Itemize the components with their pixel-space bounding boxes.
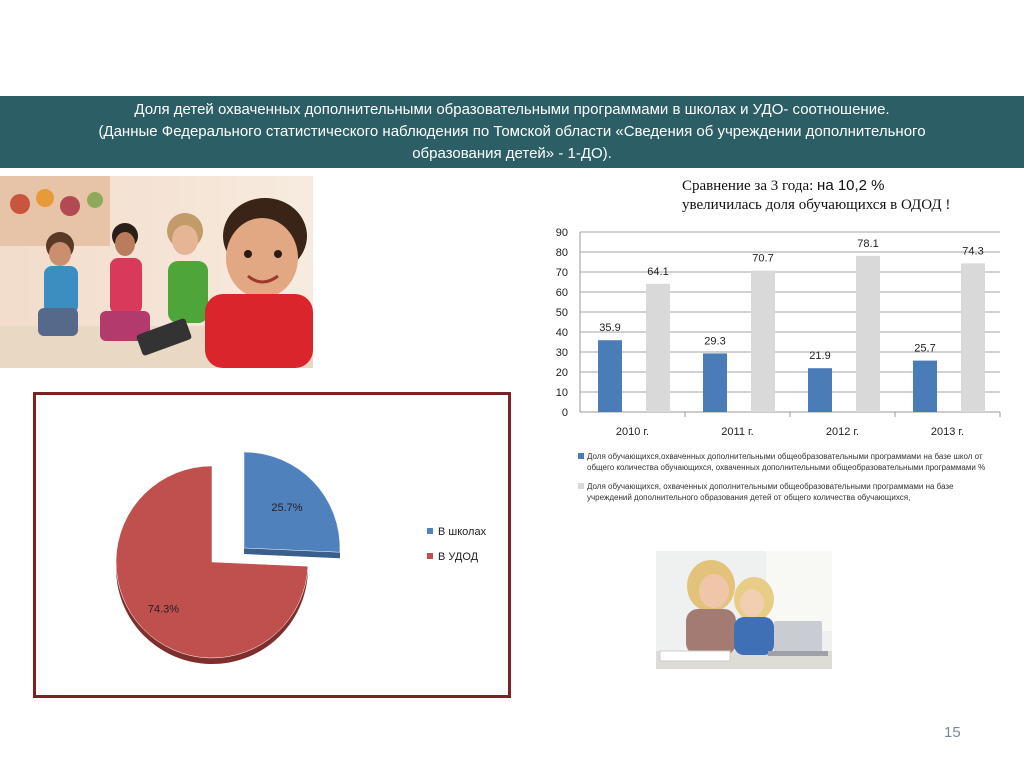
mother-daughter-laptop-photo (656, 551, 832, 669)
bar-value-label: 70.7 (752, 252, 774, 265)
y-tick-label: 10 (555, 387, 568, 399)
legend-entry-schools (578, 451, 996, 473)
pie-legend-label: В школах (438, 526, 487, 538)
bar-value-label: 25.7 (914, 342, 936, 355)
y-tick-label: 20 (555, 367, 568, 379)
bar-chart-legend (578, 451, 996, 511)
pie-legend-swatch (427, 528, 433, 534)
y-tick-label: 70 (555, 267, 568, 279)
legend-swatch-schools (578, 453, 584, 459)
slide-title (0, 96, 1024, 168)
bar-value-label: 78.1 (857, 237, 879, 250)
pie-slice-value-label: 25.7% (271, 501, 303, 514)
bar-value-label: 21.9 (809, 350, 831, 363)
slide-title-line-2: (Данные Федерального статистического наблюдения по Томской области «Сведения об учреждении дополнительного (98, 123, 926, 140)
pie-legend-swatch (427, 553, 433, 559)
slide-title-line-3: образования детей» - 1-ДО). (412, 145, 612, 162)
y-tick-label: 0 (561, 407, 568, 419)
y-tick-label: 60 (555, 287, 568, 299)
x-tick-label: 2013 г. (930, 426, 965, 438)
legend-swatch-udo (578, 483, 584, 489)
bar-chart-panel (540, 224, 1010, 444)
children-classroom-photo-art (0, 176, 313, 368)
bar (856, 256, 880, 412)
x-tick-label: 2011 г. (721, 426, 754, 438)
bar (703, 353, 727, 412)
legend-label-udo: Доля обучающихся, охваченных дополнительными общеобразовательными программами на базе учреждений дополнительного образования детей от общего количества обучающихся, (587, 482, 954, 502)
x-tick-label: 2012 г. (825, 426, 860, 438)
bar-value-label: 29.3 (704, 335, 726, 348)
y-tick-label: 80 (555, 247, 568, 259)
y-tick-label: 90 (555, 227, 568, 239)
mother-daughter-laptop-photo-art (656, 551, 832, 669)
pie-slice-value-label: 74.3% (147, 603, 180, 616)
bar (646, 284, 670, 412)
pie-legend-label: В УДОД (438, 551, 479, 563)
y-tick-label: 30 (555, 347, 568, 359)
pie-chart-panel (33, 392, 511, 698)
bar-value-label: 35.9 (599, 322, 621, 335)
y-tick-label: 40 (555, 327, 568, 339)
comparison-note-part-3: увеличилась доля обучающихся в ОДОД ! (682, 197, 951, 213)
slide-title-line-1: Доля детей охваченных дополнительными образовательными программами в школах и УДО- соотношение. (134, 101, 890, 118)
legend-entry-udo (578, 481, 996, 503)
comparison-note (682, 176, 952, 215)
legend-label-schools: Доля обучающихся,охваченных дополнительными общеобразовательными программами на базе школ от общего количества обучающихся, охваченных дополнительными общеобразовательными программами % (587, 452, 986, 472)
pie-chart (36, 395, 508, 695)
comparison-note-highlight: на 10,2 % (817, 177, 885, 194)
bar (808, 368, 832, 412)
bar-value-label: 74.3 (962, 245, 984, 258)
bar-value-label: 64.1 (647, 265, 669, 278)
bar (751, 271, 775, 412)
bar (913, 361, 937, 412)
bar (598, 340, 622, 412)
y-tick-label: 50 (555, 307, 568, 319)
x-tick-label: 2010 г. (615, 426, 650, 438)
page-number: 15 (944, 724, 961, 741)
comparison-note-part-1: Сравнение за 3 года: (682, 178, 818, 194)
bar-chart (540, 224, 1010, 444)
children-classroom-photo (0, 176, 313, 368)
bar (961, 263, 985, 412)
